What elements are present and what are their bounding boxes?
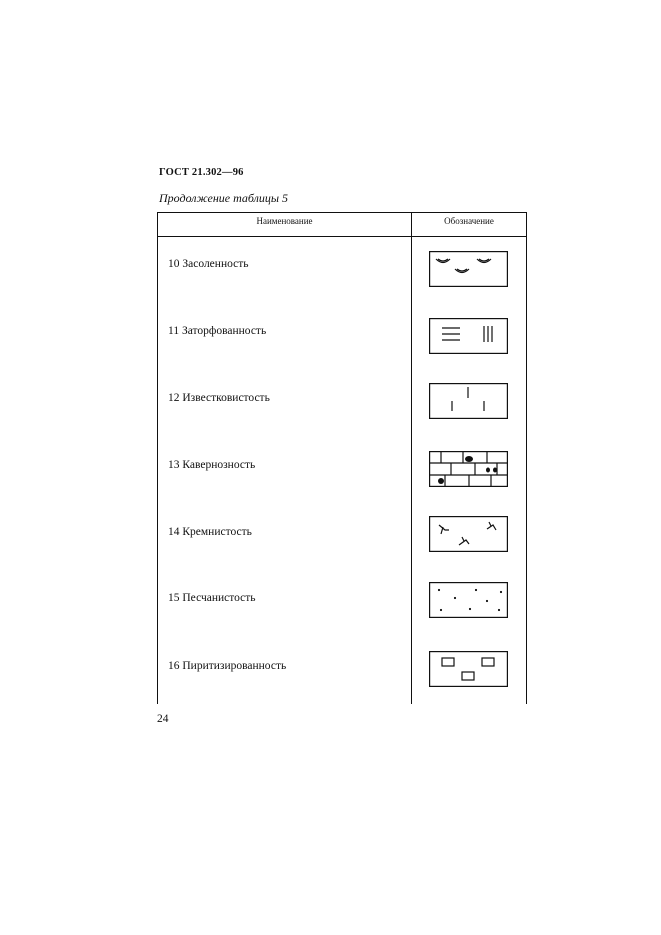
sandiness-symbol [429, 582, 508, 618]
column-header-name: Наименование [256, 216, 313, 226]
row-label-peat: 11 Заторфованность [168, 325, 267, 337]
row-label-calcareous: 12 Известковистость [168, 392, 270, 404]
calcareous-symbol [429, 383, 508, 419]
column-header-symbol: Обозначение [444, 216, 494, 226]
row-label-sandiness: 15 Песчанистость [168, 592, 256, 604]
peat-symbol [429, 318, 508, 354]
table-top-border [157, 212, 527, 213]
table-header-divider [157, 236, 527, 237]
row-label-cavernous: 13 Кавернозность [168, 459, 256, 471]
row-label-siliceous: 14 Кремнистость [168, 526, 252, 538]
row-label-pyritization: 16 Пиритизированность [168, 660, 287, 672]
siliceous-symbol [429, 516, 508, 552]
cavernous-symbol [429, 451, 508, 487]
page-number: 24 [157, 713, 169, 725]
document-code: ГОСТ 21.302—96 [159, 167, 244, 178]
pyritization-symbol [429, 651, 508, 687]
table-left-border [157, 212, 158, 704]
table-right-border [526, 212, 527, 704]
salinity-symbol [429, 251, 508, 287]
table-column-divider [411, 212, 412, 704]
row-label-salinity: 10 Засоленность [168, 258, 249, 270]
table-continuation-caption: Продолжение таблицы 5 [159, 191, 289, 205]
